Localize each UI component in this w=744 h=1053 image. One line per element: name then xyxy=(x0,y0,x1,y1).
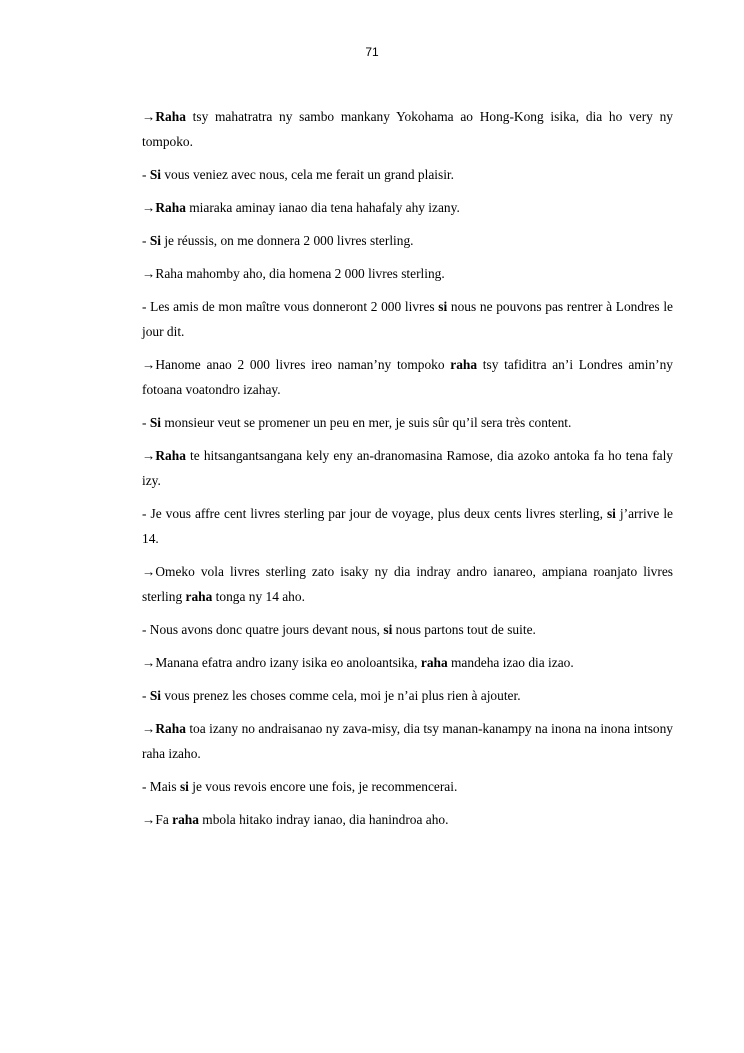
bold-keyword: raha xyxy=(185,589,213,604)
text-run: →Raha mahomby aho, dia homena 2 000 livres sterling. xyxy=(142,266,445,281)
text-run: nous partons tout de suite. xyxy=(392,622,536,637)
paragraph xyxy=(142,807,673,832)
paragraph xyxy=(142,774,673,799)
paragraph xyxy=(142,228,673,253)
text-run: je réussis, on me donnera 2 000 livres sterling. xyxy=(160,233,414,248)
text-run: - Je vous affre cent livres sterling par jour de voyage, plus deux cents livres sterling, xyxy=(142,506,607,521)
text-run: vous veniez avec nous, cela me ferait un grand plaisir. xyxy=(160,167,454,182)
text-run: tsy mahatratra ny sambo mankany Yokohama ao Hong-Kong isika, dia ho very ny tompoko. xyxy=(142,109,673,149)
bold-keyword: si xyxy=(606,506,616,521)
text-run: je vous revois encore une fois, je recommencerai. xyxy=(188,779,458,794)
bold-keyword: Si xyxy=(149,233,161,248)
text-run: →Hanome anao 2 000 livres ireo naman’ny tompoko xyxy=(142,357,451,372)
document-body xyxy=(142,104,673,840)
text-run: nous ne pouvons pas rentrer à Londres le jour dit. xyxy=(142,299,673,339)
bold-keyword: raha xyxy=(172,812,199,827)
text-run: j’arrive le 14. xyxy=(142,506,673,546)
text-run: miaraka aminay ianao dia tena hahafaly ahy izany. xyxy=(185,200,460,215)
paragraph xyxy=(142,294,673,344)
text-run: - xyxy=(142,688,150,703)
paragraph xyxy=(142,352,673,402)
text-run: →Manana efatra andro izany isika eo anoloantsika, xyxy=(142,655,421,670)
text-run: monsieur veut se promener un peu en mer, je suis sûr qu’il sera très content. xyxy=(160,415,572,430)
text-run: - Nous avons donc quatre jours devant nous, xyxy=(142,622,384,637)
bold-keyword: Raha xyxy=(155,448,186,463)
bold-keyword: Raha xyxy=(155,109,186,124)
paragraph xyxy=(142,617,673,642)
text-run: toa izany no andraisanao ny zava-misy, dia tsy manan-kanampy na inona na inona intsony raha izaho. xyxy=(142,721,673,761)
bold-keyword: Si xyxy=(149,688,161,703)
paragraph xyxy=(142,162,673,187)
text-run: mbola hitako indray ianao, dia hanindroa aho. xyxy=(198,812,449,827)
bold-keyword: raha xyxy=(450,357,478,372)
text-run: → xyxy=(142,448,156,463)
text-run: - xyxy=(142,167,150,182)
text-run: mandeha izao dia izao. xyxy=(447,655,574,670)
bold-keyword: si xyxy=(438,299,448,314)
text-run: - xyxy=(142,415,150,430)
paragraph xyxy=(142,683,673,708)
text-run: tsy tafiditra an’i Londres amin’ny fotoana voatondro izahay. xyxy=(142,357,673,397)
text-run: tonga ny 14 aho. xyxy=(212,589,305,604)
bold-keyword: Raha xyxy=(155,200,186,215)
text-run: - Les amis de mon maître vous donneront 2 000 livres xyxy=(142,299,439,314)
text-run: te hitsangantsangana kely eny an-dranomasina Ramose, dia azoko antoka fa ho tena faly izy. xyxy=(142,448,673,488)
paragraph xyxy=(142,716,673,766)
paragraph xyxy=(142,650,673,675)
text-run: vous prenez les choses comme cela, moi je n’ai plus rien à ajouter. xyxy=(160,688,521,703)
paragraph xyxy=(142,261,673,286)
text-run: → xyxy=(142,721,156,736)
text-run: - Mais xyxy=(142,779,180,794)
paragraph xyxy=(142,410,673,435)
text-run: →Fa xyxy=(142,812,173,827)
paragraph xyxy=(142,104,673,154)
text-run: → xyxy=(142,200,156,215)
text-run: - xyxy=(142,233,150,248)
bold-keyword: raha xyxy=(420,655,448,670)
paragraph xyxy=(142,559,673,609)
bold-keyword: Si xyxy=(149,167,161,182)
paragraph xyxy=(142,443,673,493)
bold-keyword: Si xyxy=(149,415,161,430)
bold-keyword: si xyxy=(179,779,189,794)
text-run: → xyxy=(142,109,156,124)
bold-keyword: Raha xyxy=(155,721,186,736)
page-number: 71 xyxy=(365,45,379,59)
paragraph xyxy=(142,195,673,220)
text-run: →Omeko vola livres sterling zato isaky ny dia indray andro ianareo, ampiana roanjato livres sterling xyxy=(142,564,673,604)
bold-keyword: si xyxy=(383,622,393,637)
paragraph xyxy=(142,501,673,551)
